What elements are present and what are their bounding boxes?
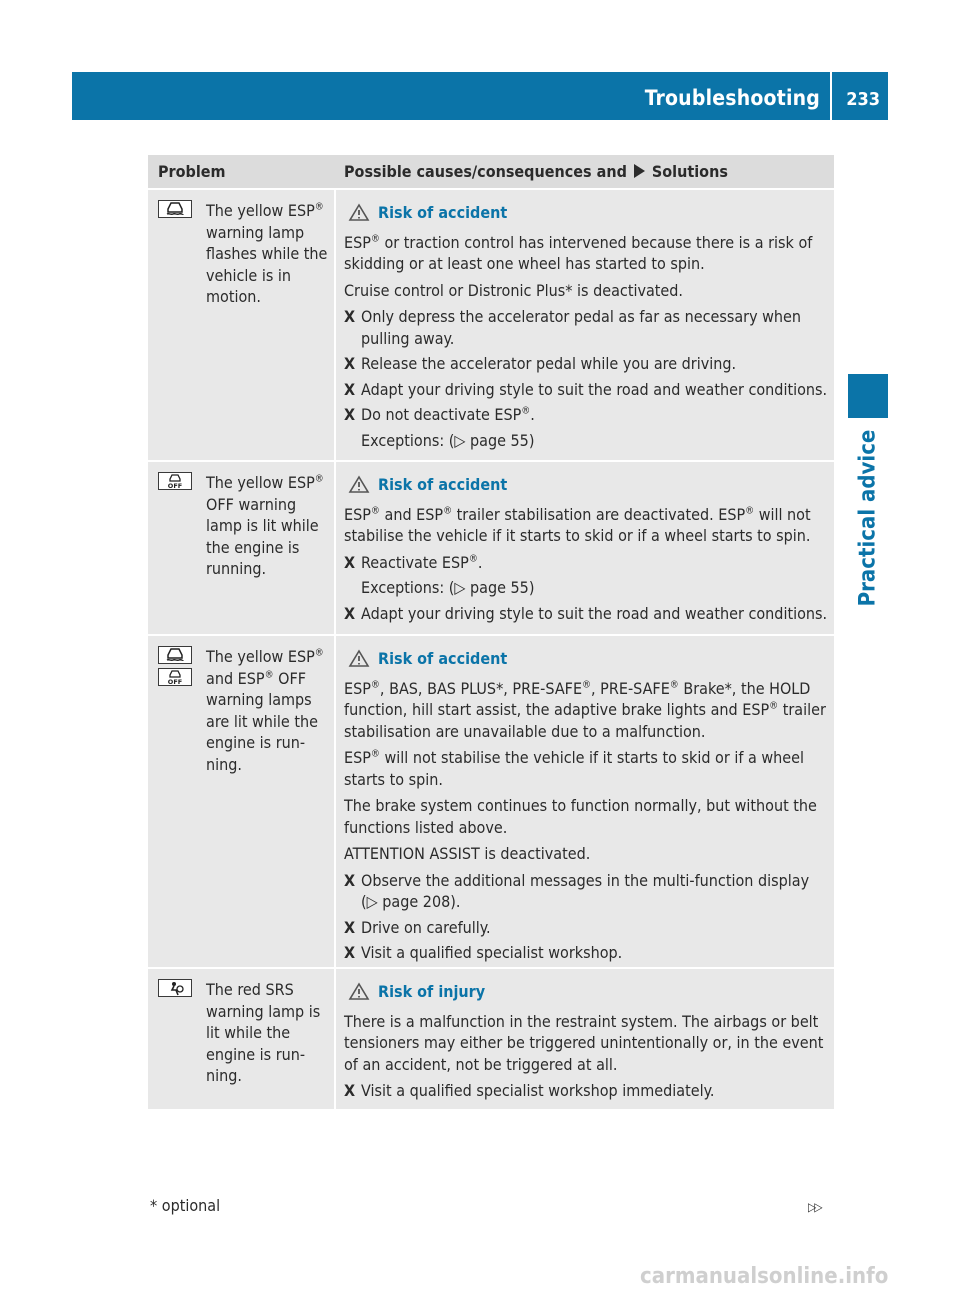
solution-step: X Visit a qualified specialist workshop immediately. [344, 1081, 715, 1100]
chapter-tab-label: Practical advice [855, 429, 881, 607]
cause-text: There is a malfunction in the restraint system. The airbags or belt tensioners may either be triggered unintentionally or, in the event of an accident, not be triggered at all. [344, 1011, 824, 1074]
page-number: 233 [846, 89, 880, 110]
troubleshooting-table [148, 155, 834, 1111]
svg-text:OFF: OFF [167, 481, 183, 489]
problem-cell [148, 190, 336, 460]
column-header-solutions: Possible causes/consequences and Solutions [344, 162, 728, 181]
cause-text: ESP® or traction control has intervened because there is a risk of skidding or at least one wheel has started to spin. [344, 232, 813, 273]
risk-heading: Risk of injury [348, 981, 828, 1003]
solution-step: X Release the accelerator pedal while you are driving. [344, 354, 737, 373]
srs-airbag-icon [158, 979, 192, 997]
problem-cell [148, 969, 336, 1109]
solution-step: X Visit a qualified specialist workshop. [344, 943, 623, 962]
cause-text: ATTENTION ASSIST is deactivated. [344, 844, 591, 863]
solution-step: X Adapt your driving style to suit the road and weather conditions. [344, 379, 828, 399]
problem-text: The yellow ESP® and ESP® OFF warning lamps are lit while the engine is run-ning. [206, 647, 324, 774]
cause-text: ESP® will not stabilise the vehicle if it starts to skid or if a wheel starts to spin. [344, 748, 804, 789]
table-row [148, 636, 834, 969]
svg-text:OFF: OFF [167, 677, 183, 685]
cause-text: ESP®, BAS, BAS PLUS*, PRE-SAFE®, PRE-SAFE® Brake*, the HOLD function, hill start assist, the adaptive brake lights and ESP® trailer stabilisation are unavailable due to a malfunction. [344, 678, 826, 741]
solution-cell [336, 190, 834, 460]
warning-triangle-icon [348, 982, 370, 1001]
cause-text: The brake system continues to function normally, but without the functions listed above. [344, 796, 817, 837]
section-title: Troubleshooting [644, 86, 820, 110]
warning-triangle-icon [348, 203, 370, 222]
esp-warning-icon [158, 200, 192, 218]
risk-heading: Risk of accident [348, 202, 828, 224]
problem-text: The red SRS warning lamp is lit while the engine is run-ning. [206, 980, 321, 1085]
problem-cell [148, 462, 336, 634]
solution-step: X Drive on carefully. [344, 917, 491, 937]
table-row [148, 462, 834, 636]
risk-heading: Risk of accident [348, 648, 828, 670]
header-divider [830, 72, 832, 120]
risk-heading: Risk of accident [348, 474, 828, 496]
table-row [148, 190, 834, 462]
solution-step: X Observe the additional messages in the multi-function display (▷ page 208). [344, 870, 810, 911]
warning-triangle-icon [348, 649, 370, 668]
column-header-problem: Problem [158, 162, 226, 181]
problem-text: The yellow ESP® warning lamp flashes while the vehicle is in motion. [206, 201, 328, 306]
solution-step: X Adapt your driving style to suit the road and weather conditions. [344, 603, 828, 623]
section-header-bar [72, 72, 888, 120]
action-arrow-icon [634, 164, 645, 178]
solution-cell [336, 969, 834, 1109]
chapter-tab-block [848, 374, 888, 418]
page-reference[interactable]: Exceptions: (▷ page 55) [361, 430, 535, 450]
solution-step: X Only depress the accelerator pedal as far as necessary when pulling away. [344, 307, 802, 348]
solution-step: X Do not deactivate ESP®. [344, 405, 535, 424]
page-reference[interactable]: Exceptions: (▷ page 55) [361, 578, 535, 597]
solution-step: X Reactivate ESP®. [344, 552, 483, 572]
problem-cell [148, 636, 336, 967]
esp-off-icon [158, 472, 192, 490]
esp-off-icon [158, 668, 192, 686]
watermark: carmanualsonline.info [640, 1264, 889, 1289]
warning-triangle-icon [348, 475, 370, 494]
solution-cell [336, 462, 834, 634]
continued-marker: ▷▷ [808, 1200, 821, 1214]
solution-cell [336, 636, 834, 967]
table-header-row [148, 155, 834, 190]
table-row [148, 969, 834, 1111]
footnote: * optional [150, 1196, 221, 1215]
cause-text: Cruise control or Distronic Plus* is deactivated. [344, 280, 683, 300]
problem-text: The yellow ESP® OFF warning lamp is lit while the engine is running. [206, 473, 324, 578]
cause-text: ESP® and ESP® trailer stabilisation are deactivated. ESP® will not stabilise the vehicle if it starts to skid or if a wheel starts to spin. [344, 504, 811, 545]
esp-warning-icon [158, 646, 192, 664]
